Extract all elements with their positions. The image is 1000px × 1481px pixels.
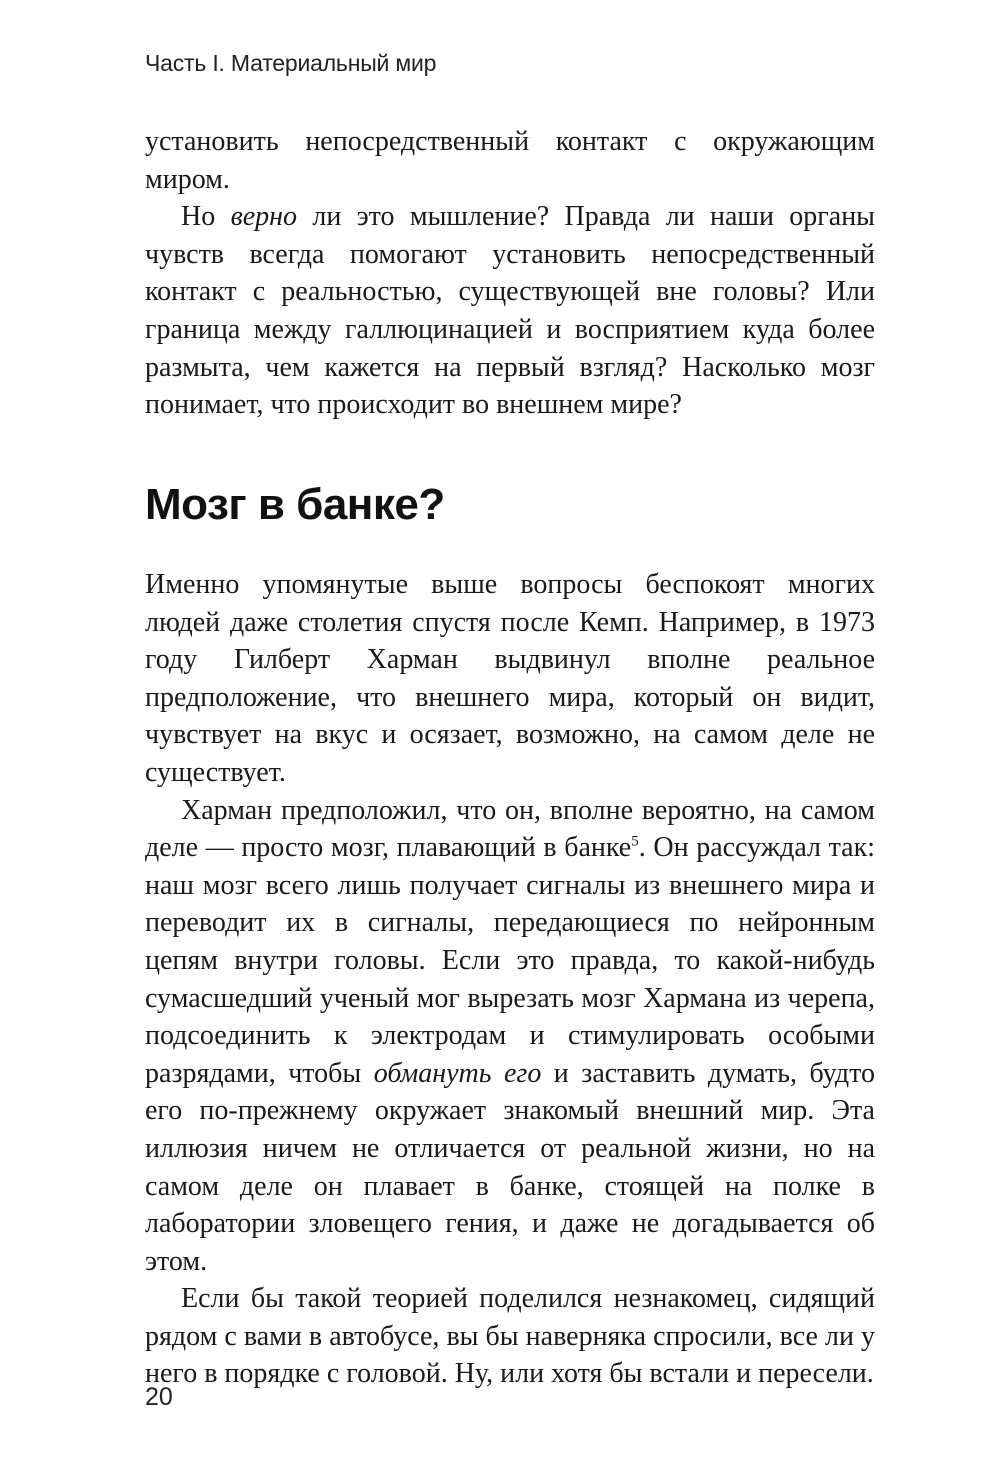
paragraph-text: Харман предположил, что он, вполне вероятно, на самом деле — просто мозг, плавающий в банке <box>145 794 875 864</box>
footnote-marker: 5 <box>631 833 639 850</box>
paragraph-stranger: Если бы такой теорией поделился незнакомец, сидящий рядом с вами в автобусе, вы бы наверняка спросили, все ли у него в порядке с головой. Ну, или хотя бы встали и пересели. <box>145 1283 875 1390</box>
paragraph-text: Но <box>181 201 231 233</box>
paragraph-text: ли это мышление? Правда ли наши органы чувств всегда помогают установить непосредственный контакт с реальностью, существующей вне головы? Или граница между галлюцинацией и восприятием куда более размыта, чем кажется на первый взгляд? Насколько мозг понимает, что происходит во внешнем мире? <box>145 201 875 421</box>
paragraph-harman <box>145 792 875 1281</box>
top-text-block <box>145 123 875 424</box>
paragraph-text: . Он рассуждал так: наш мозг всего лишь получает сигналы из внешнего мира и переводит их в сигналы, передающиеся по нейронным цепям внутри головы. Если это правда, то какой-нибудь сумасшедший ученый мог вырезать мозг Хармана из черепа, подсоединить к электродам и стимулировать особыми разрядами, чтобы <box>145 832 875 1089</box>
paragraph-continuation: установить непосредственный контакт с окружающим миром. <box>145 126 875 195</box>
emphasis-text: верно <box>230 201 298 233</box>
running-head: Часть I. Материальный мир <box>145 50 437 76</box>
section-heading: Мозг в банке? <box>145 480 445 529</box>
bottom-text-block <box>145 566 875 1393</box>
paragraph-question <box>145 198 875 424</box>
paragraph-intro: Именно упомянутые выше вопросы беспокоят многих людей даже столетия спустя после Кемп. Например, в 1973 году Гилберт Харман выдвинул вполне реальное предположение, что внешнего мира, который он видит, чувствует на вкус и осязает, возможно, на самом деле не существует. <box>145 569 875 788</box>
page-number: 20 <box>145 1383 173 1411</box>
emphasis-text: обмануть его <box>373 1057 542 1089</box>
paragraph-text: и заставить думать, будто его по-прежнему окружает знакомый внешний мир. Эта иллюзия ничем не отличается от реальной жизни, но на самом деле он плавает в банке, стоящей на полке в лаборатории зловещего гения, и даже не догадывается об этом. <box>145 1057 875 1277</box>
